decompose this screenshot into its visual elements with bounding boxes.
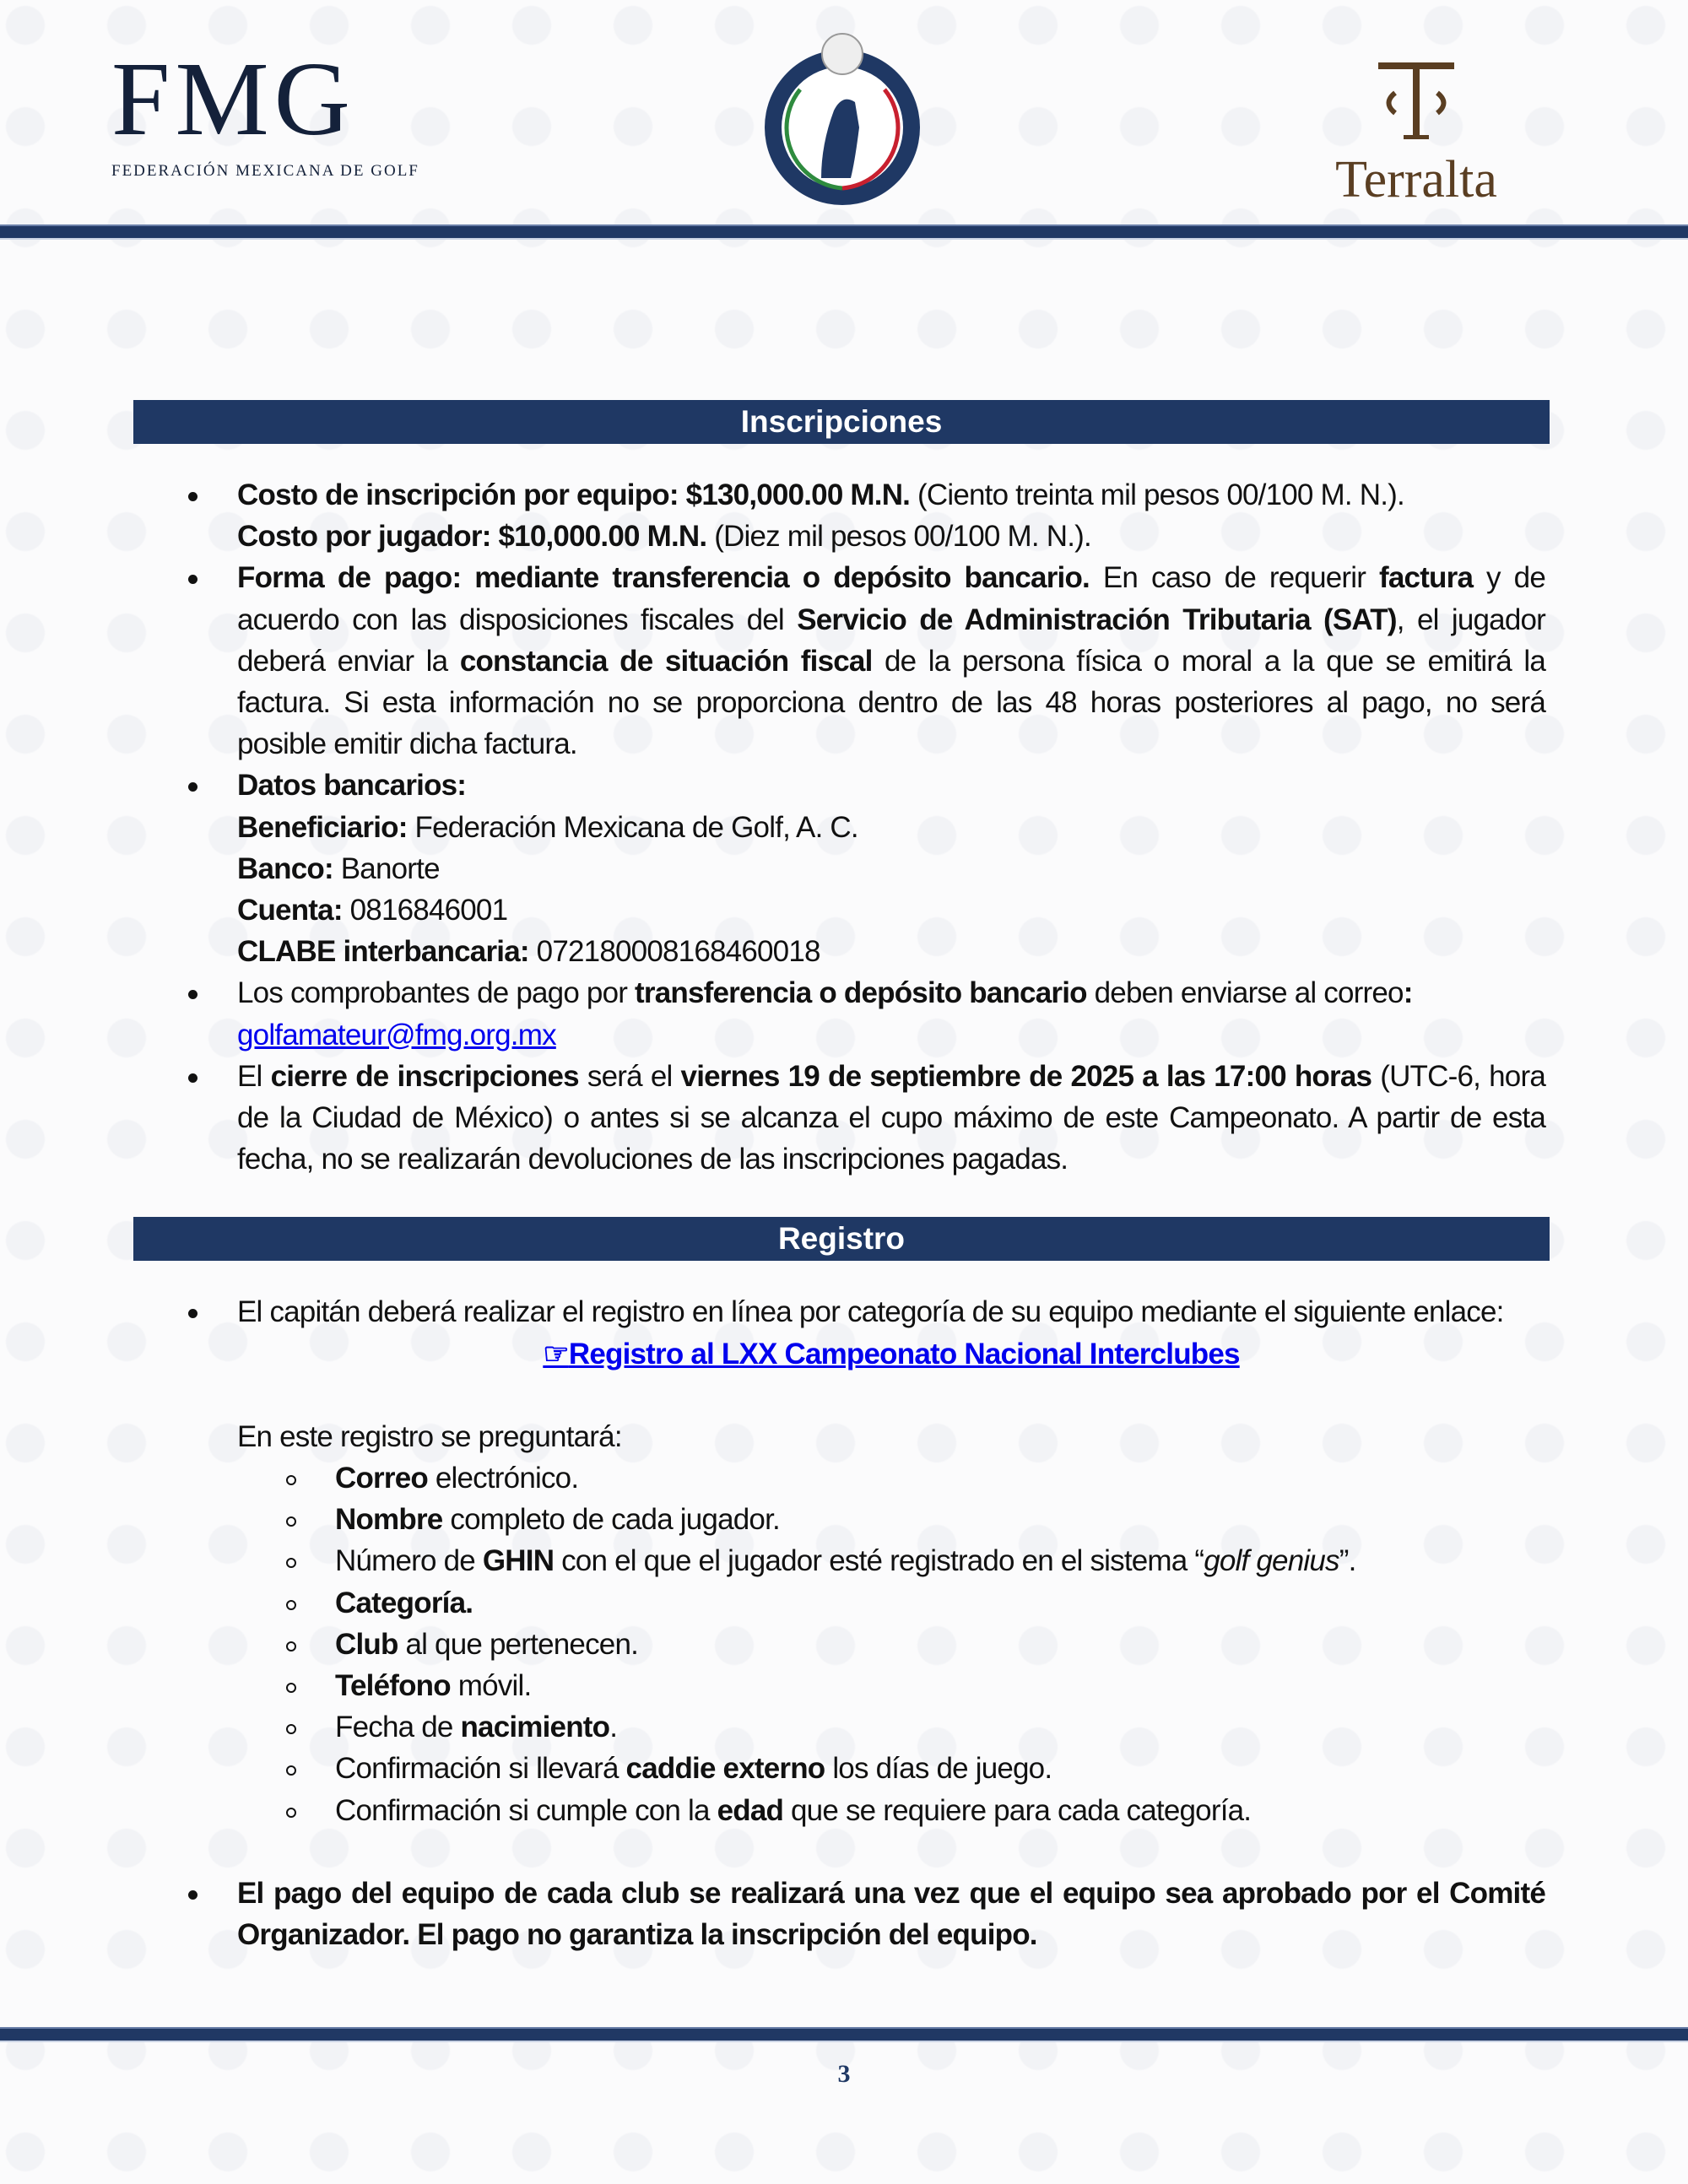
rich-text (237, 1877, 1545, 1951)
bold-text: viernes 19 de septiembre de 2025 a las 17:00 horas (680, 1059, 1372, 1093)
rich-text (237, 769, 858, 968)
page-header (0, 0, 1688, 224)
bold-text: factura (1379, 561, 1474, 595)
question-item (335, 1499, 1545, 1540)
bullet-icon (188, 1073, 197, 1083)
text-segment: Fecha de (335, 1711, 461, 1744)
registration-link-label: Registro al LXX Campeonato Nacional Interclubes (568, 1337, 1240, 1370)
bold-text: Categoría. (335, 1586, 473, 1619)
text-segment: que se requiere para cada categoría. (783, 1793, 1252, 1827)
text-segment: . (609, 1711, 618, 1744)
fmg-logo (111, 39, 449, 181)
registro-list (237, 1291, 1545, 1955)
terralta-logo (1307, 59, 1526, 212)
text-segment: ”. (1339, 1544, 1356, 1578)
circle-bullet-icon (286, 1516, 296, 1527)
footer-divider (0, 2027, 1688, 2042)
question-item (335, 1706, 1545, 1748)
rich-text (335, 1752, 1052, 1785)
bullet-icon (188, 575, 197, 584)
bold-text: transferencia o depósito bancario (635, 976, 1087, 1010)
text-segment: (UTC-6, hora de la Ciudad de México) o antes si se alcanza el cupo máximo de este Campeonato. A partir de esta fecha, no se realizarán devoluciones de las inscripciones pagadas. (237, 1059, 1545, 1176)
bold-text: caddie externo (625, 1752, 825, 1786)
rich-text (237, 976, 1413, 1051)
circle-bullet-icon (286, 1683, 296, 1693)
bold-text: CLABE interbancaria: (237, 935, 529, 969)
bold-text: Teléfono (335, 1669, 451, 1703)
question-item (335, 1624, 1545, 1665)
text-segment: Número de (335, 1544, 483, 1578)
question-item (335, 1790, 1545, 1831)
text-segment: 072180008168460018 (528, 935, 820, 969)
bold-text: edad (717, 1793, 784, 1827)
rich-text (335, 1794, 1251, 1827)
registration-link[interactable] (543, 1338, 1239, 1370)
circle-bullet-icon (286, 1558, 296, 1568)
bold-text: Costo de inscripción por equipo: $130,000.00 M.N. (237, 478, 911, 511)
question-item (335, 1748, 1545, 1789)
question-item (335, 1457, 1545, 1499)
circle-bullet-icon (286, 1765, 296, 1776)
italic-text: golf genius (1204, 1544, 1339, 1578)
text-segment: de la persona física o moral a la que se emitirá la factura. Si esta información no se proporciona dentro de las 48 horas posteriores al pago, no será posible emitir dicha factura. (237, 644, 1545, 761)
interclubes-badge-logo (749, 30, 935, 208)
rich-text (335, 1587, 473, 1619)
bold-text: Servicio de Administración Tributaria (SAT) (797, 603, 1397, 636)
email-link[interactable]: golfamateur@fmg.org.mx (237, 1018, 556, 1051)
text-segment: Confirmación si cumple con la (335, 1793, 717, 1827)
bold-text: Club (335, 1627, 398, 1661)
section-header-inscripciones: Inscripciones (133, 400, 1550, 444)
bullet-icon (188, 1890, 197, 1900)
rich-text (335, 1462, 578, 1495)
list-item-registration-deadline (237, 1056, 1545, 1181)
page-footer (0, 2042, 1688, 2184)
circle-bullet-icon (286, 1808, 296, 1818)
list-item-receipts (237, 972, 1545, 1055)
list-item-fees (237, 474, 1545, 557)
bold-text: Nombre (335, 1503, 443, 1537)
bold-text: Correo (335, 1462, 428, 1495)
fmg-logo-title: FMG (111, 41, 355, 158)
rich-text (335, 1669, 531, 1702)
bold-text: El pago del equipo de cada club se realizará una vez que el equipo sea aprobado por el Comité Organizador. El pago no garantiza la inscripción del equipo. (237, 1876, 1545, 1952)
text-segment: los días de juego. (825, 1752, 1052, 1786)
rich-text (237, 478, 1404, 553)
text-segment: , el jugador deberá enviar la (237, 603, 1546, 678)
header-divider (0, 224, 1688, 240)
list-item-payment-note (237, 1873, 1545, 1955)
bullet-icon (188, 990, 197, 999)
text-segment: al que pertenecen. (398, 1627, 639, 1661)
circle-bullet-icon (286, 1600, 296, 1610)
bold-text: Datos bancarios: (237, 769, 467, 803)
bold-text: cierre de inscripciones (270, 1059, 579, 1093)
circle-bullet-icon (286, 1724, 296, 1734)
text-segment: con el que el jugador esté registrado en el sistema “ (554, 1544, 1204, 1578)
registration-link-row (237, 1333, 1545, 1375)
text-segment: 0816846001 (342, 894, 508, 927)
text-segment: deben enviarse al correo (1086, 976, 1404, 1010)
pointing-hand-icon: ☞ (543, 1337, 569, 1370)
page-content (0, 240, 1688, 2027)
bullet-icon (188, 782, 197, 792)
questions-list (237, 1457, 1545, 1831)
rich-text (335, 1628, 638, 1661)
rich-text (237, 1295, 1504, 1328)
rich-text (237, 561, 1545, 760)
question-item (335, 1582, 1545, 1624)
text-segment: electrónico. (427, 1462, 579, 1495)
text-segment: El (237, 1059, 271, 1093)
fmg-logo-subtitle: FEDERACIÓN MEXICANA DE GOLF (111, 162, 419, 180)
text-segment: móvil. (450, 1669, 532, 1703)
inscripciones-list (237, 474, 1545, 1180)
page-number: 3 (837, 2060, 851, 2088)
bullet-icon (188, 492, 197, 501)
circle-bullet-icon (286, 1475, 296, 1485)
rich-text (335, 1503, 780, 1536)
bold-text: Cuenta: (237, 894, 343, 927)
bold-text: : (1403, 976, 1413, 1010)
list-item-online-registration (237, 1291, 1545, 1872)
bold-text: Beneficiario: (237, 810, 408, 844)
questions-intro: En este registro se preguntará: (237, 1419, 622, 1453)
text-segment: En caso de requerir (1089, 561, 1380, 595)
section-header-registro: Registro (133, 1217, 1550, 1261)
bold-text: GHIN (482, 1544, 555, 1578)
terralta-monogram-icon (1370, 59, 1463, 143)
bold-text: constancia de situación fiscal (459, 644, 873, 678)
list-item-payment-method (237, 557, 1545, 765)
text-segment: El capitán deberá realizar el registro en línea por categoría de su equipo mediante el siguiente enlace: (237, 1295, 1504, 1329)
terralta-logo-name: Terralta (1335, 151, 1497, 208)
text-segment: y de acuerdo con las disposiciones fiscales del (237, 561, 1545, 636)
circle-bullet-icon (286, 1641, 296, 1652)
text-segment: Federación Mexicana de Golf, A. C. (407, 810, 858, 844)
bullet-icon (188, 1309, 197, 1318)
rich-text (237, 1060, 1545, 1176)
bold-text: Forma de pago: mediante transferencia o depósito bancario. (237, 561, 1090, 595)
text-segment: (Ciento treinta mil pesos 00/100 M. N.). (910, 478, 1404, 511)
text-segment: será el (578, 1059, 681, 1093)
question-item (335, 1665, 1545, 1706)
rich-text (335, 1544, 1356, 1577)
list-item-bank-details (237, 765, 1545, 972)
text-segment: Los comprobantes de pago por (237, 976, 636, 1010)
bold-text: Costo por jugador: $10,000.00 M.N. (237, 520, 707, 554)
text-segment: Confirmación si llevará (335, 1752, 626, 1786)
bold-text: Banco: (237, 851, 333, 885)
bold-text: nacimiento (460, 1711, 610, 1744)
question-item (335, 1540, 1545, 1581)
text-segment: (Diez mil pesos 00/100 M. N.). (706, 520, 1091, 554)
text-segment: Banorte (333, 851, 440, 885)
rich-text (335, 1711, 617, 1743)
text-segment: completo de cada jugador. (442, 1503, 780, 1537)
